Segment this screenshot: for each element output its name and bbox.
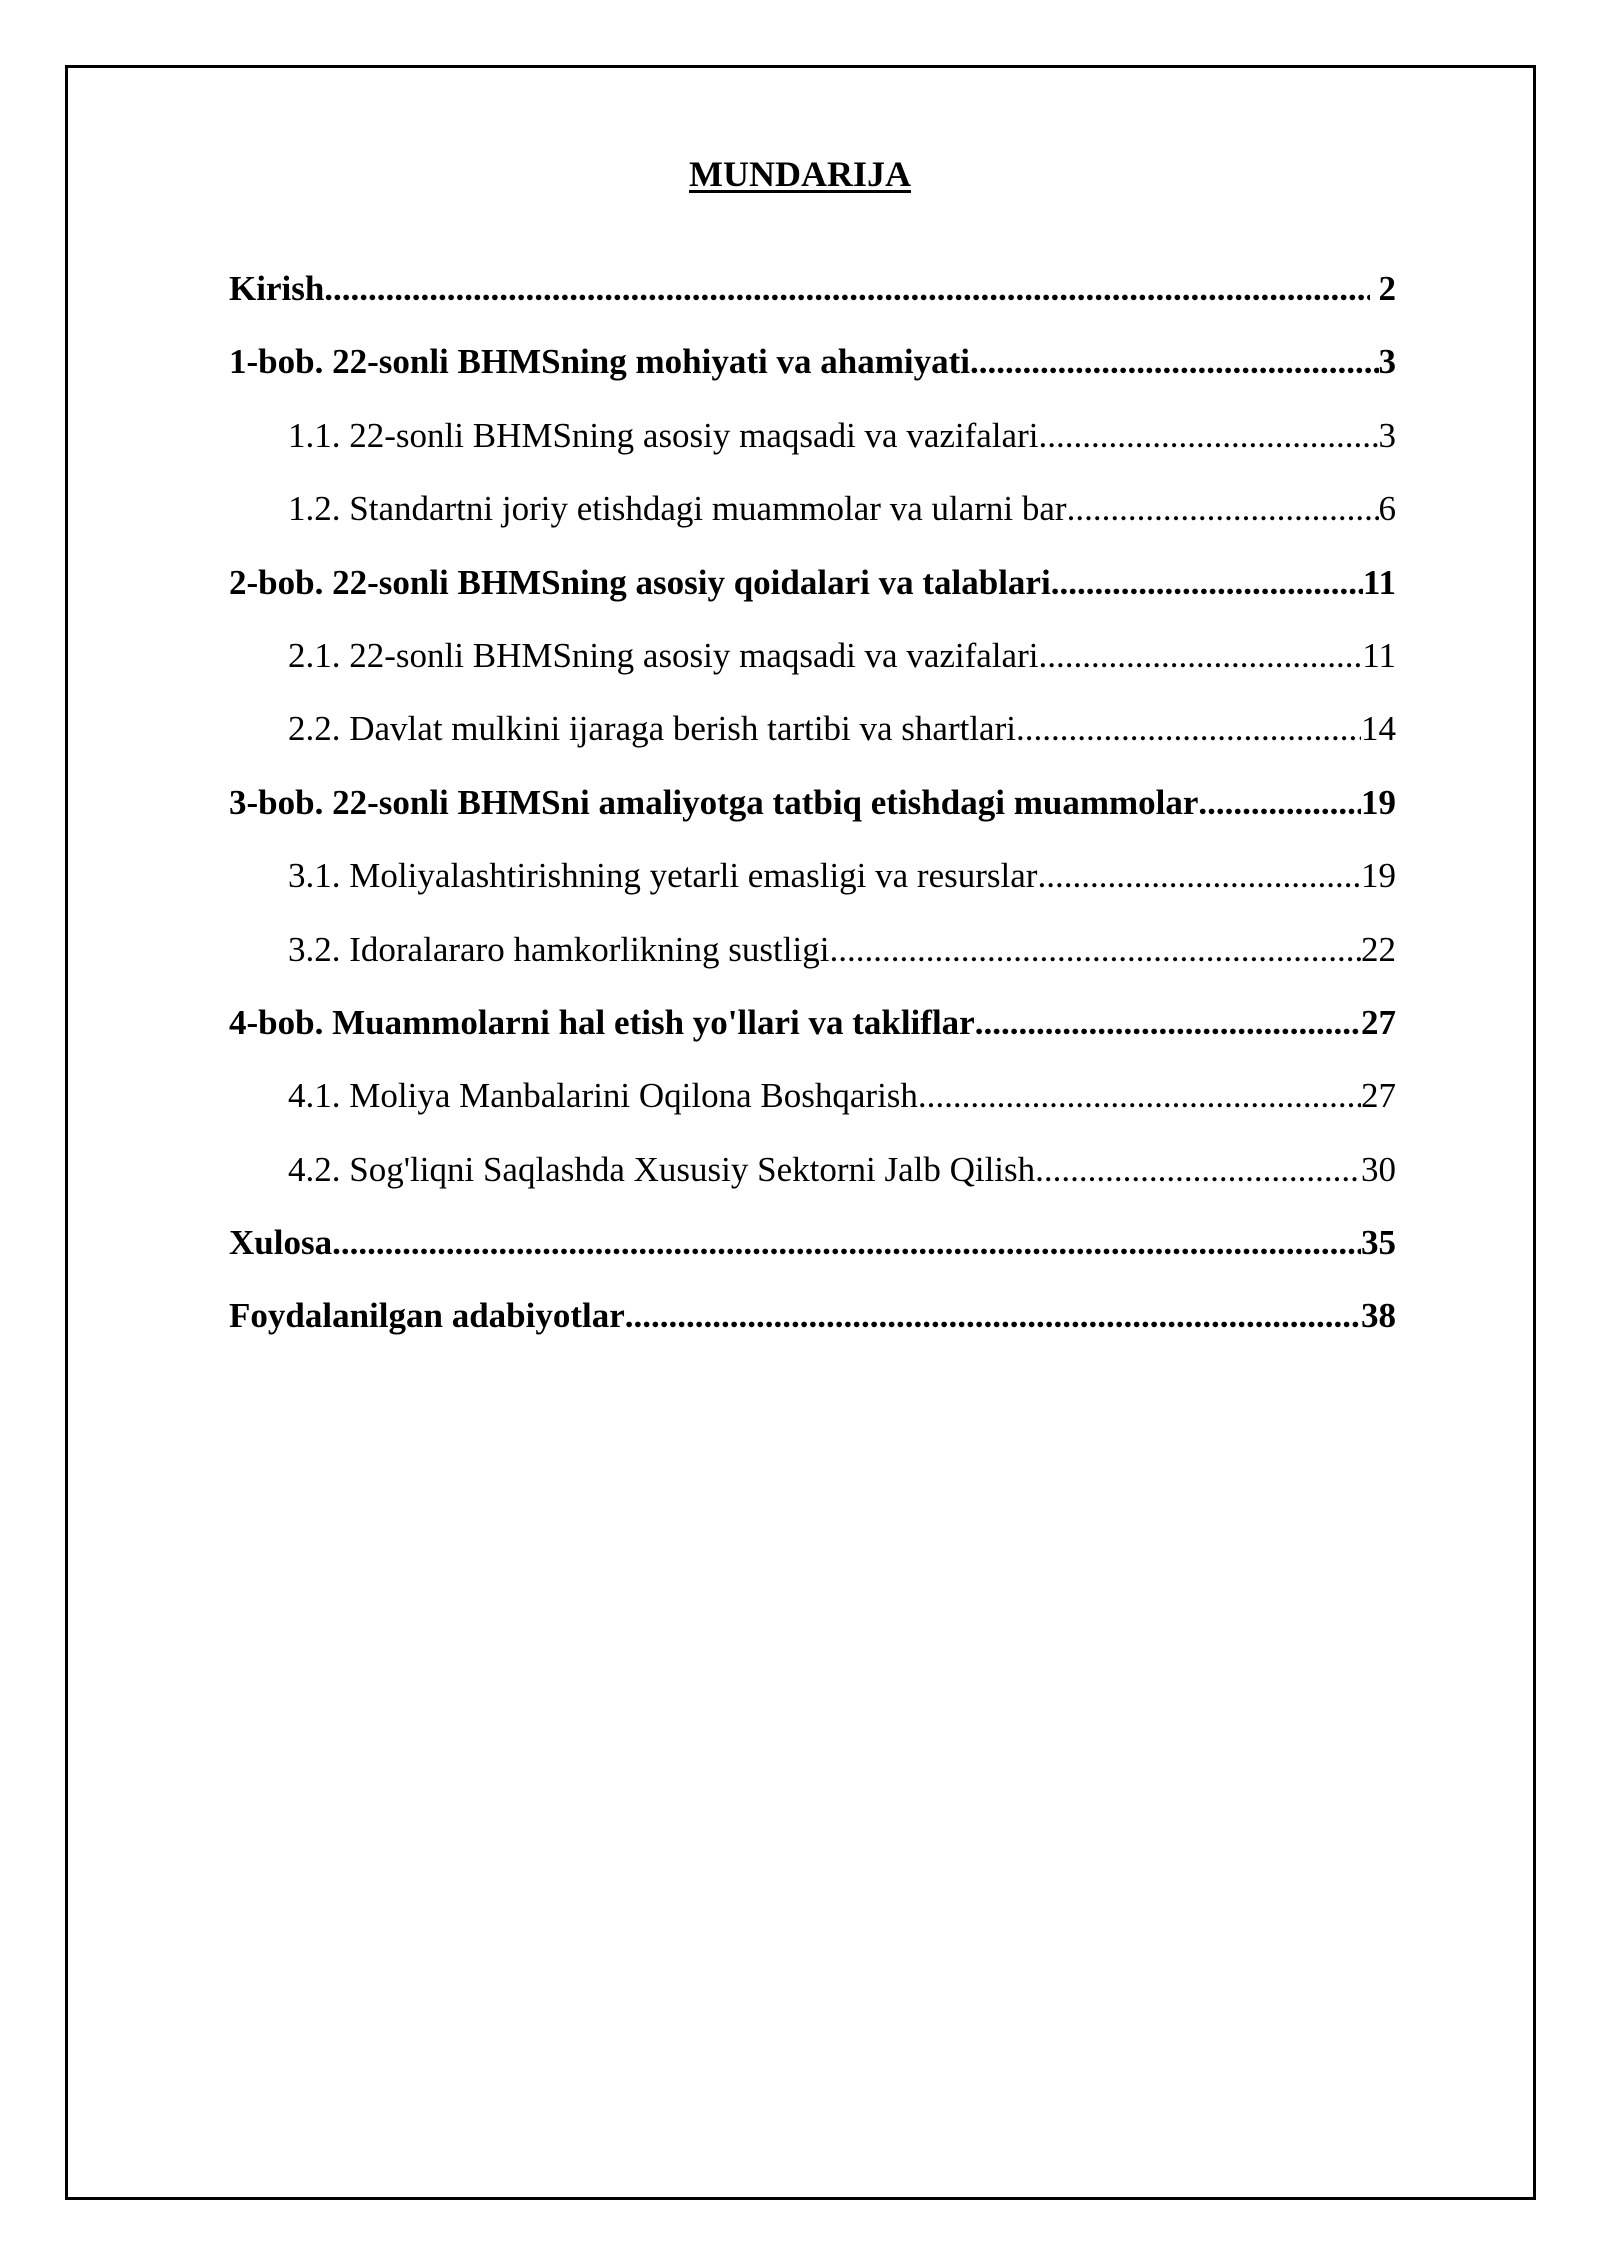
toc-dot-leader: [324, 262, 1369, 316]
toc-entry-label: 3.1. Moliyalashtirishning yetarli emasligi va resurslar: [288, 856, 1038, 896]
toc-entry-label: Foydalanilgan adabiyotlar: [229, 1296, 625, 1336]
toc-entry-page: 19: [1361, 782, 1396, 822]
toc-entry[interactable]: [229, 1289, 1396, 1362]
toc-entry[interactable]: [229, 1069, 1396, 1142]
toc-entry[interactable]: [229, 702, 1396, 775]
toc-dot-leader: [1016, 702, 1361, 756]
toc-entry-label: 3.2. Idoralararo hamkorlikning sustligi: [288, 929, 830, 969]
toc-entry-label: 1.1. 22-sonli BHMSning asosiy maqsadi va vazifalari: [288, 415, 1039, 455]
toc-entry-page: 22: [1361, 929, 1396, 969]
toc-entry[interactable]: [229, 1216, 1396, 1289]
toc-entry[interactable]: [229, 335, 1396, 408]
toc-entry-label: 1.2. Standartni joriy etishdagi muammolar va ularni bar: [288, 489, 1067, 529]
toc-entry-page: 14: [1361, 709, 1396, 749]
toc-entry-page: 11: [1362, 562, 1396, 602]
toc-dot-leader: [829, 923, 1361, 977]
toc-entry[interactable]: [229, 629, 1396, 702]
toc-entry-label: Kirish: [229, 269, 325, 308]
toc-dot-leader: [1035, 1143, 1361, 1197]
toc-entry-label: 4-bob. Muammolarni hal etish yo'llari va takliflar: [229, 1002, 975, 1042]
toc-entry[interactable]: [229, 776, 1396, 849]
toc-title-text: MUNDARIJA: [689, 154, 911, 194]
toc-entry-page: 27: [1361, 1002, 1396, 1042]
toc-entry-label: 2.2. Davlat mulkini ijaraga berish tartibi va shartlari: [288, 709, 1016, 749]
toc-dot-leader: [1067, 482, 1379, 536]
toc-dot-leader: [918, 1069, 1361, 1123]
toc-entry-page: 27: [1361, 1076, 1396, 1116]
toc-entry[interactable]: [229, 409, 1396, 482]
toc-dot-leader: [1037, 849, 1361, 903]
toc-entry-label: 2.1. 22-sonli BHMSning asosiy maqsadi va vazifalari: [288, 635, 1039, 675]
toc-entry-page: 6: [1378, 489, 1396, 529]
table-of-contents: [229, 262, 1396, 1363]
toc-entry[interactable]: [229, 849, 1396, 922]
toc-dot-leader: [970, 335, 1379, 389]
toc-entry-page: 38: [1361, 1296, 1396, 1336]
toc-dot-leader: [975, 996, 1361, 1050]
toc-entry[interactable]: [229, 1143, 1396, 1216]
toc-entry-page: 3: [1378, 415, 1396, 455]
toc-entry-page: 2: [1369, 269, 1396, 308]
toc-title: [0, 152, 1600, 196]
toc-entry[interactable]: [229, 482, 1396, 555]
toc-dot-leader: [1198, 776, 1361, 830]
toc-entry-label: 3-bob. 22-sonli BHMSni amaliyotga tatbiq etishdagi muammolar: [229, 782, 1199, 822]
toc-entry-label: 2-bob. 22-sonli BHMSning asosiy qoidalari va talablari: [229, 562, 1051, 602]
toc-entry-page: 11: [1362, 635, 1396, 675]
toc-dot-leader: [1038, 629, 1362, 683]
toc-dot-leader: [625, 1289, 1361, 1343]
toc-entry-label: 4.1. Moliya Manbalarini Oqilona Boshqarish: [288, 1076, 918, 1116]
toc-entry[interactable]: [229, 996, 1396, 1069]
toc-entry[interactable]: [229, 923, 1396, 996]
toc-dot-leader: [332, 1216, 1361, 1270]
toc-entry[interactable]: [229, 262, 1396, 335]
toc-entry-label: 1-bob. 22-sonli BHMSning mohiyati va ahamiyati: [229, 342, 970, 382]
toc-dot-leader: [1051, 556, 1363, 610]
toc-entry[interactable]: [229, 556, 1396, 629]
toc-entry-label: Xulosa: [229, 1223, 333, 1263]
toc-entry-label: 4.2. Sog'liqni Saqlashda Xususiy Sektorni Jalb Qilish: [288, 1149, 1036, 1189]
toc-entry-page: 19: [1361, 856, 1396, 896]
toc-entry-page: 30: [1361, 1149, 1396, 1189]
toc-entry-page: 35: [1361, 1223, 1396, 1263]
toc-dot-leader: [1038, 409, 1378, 463]
toc-entry-page: 3: [1378, 342, 1396, 382]
